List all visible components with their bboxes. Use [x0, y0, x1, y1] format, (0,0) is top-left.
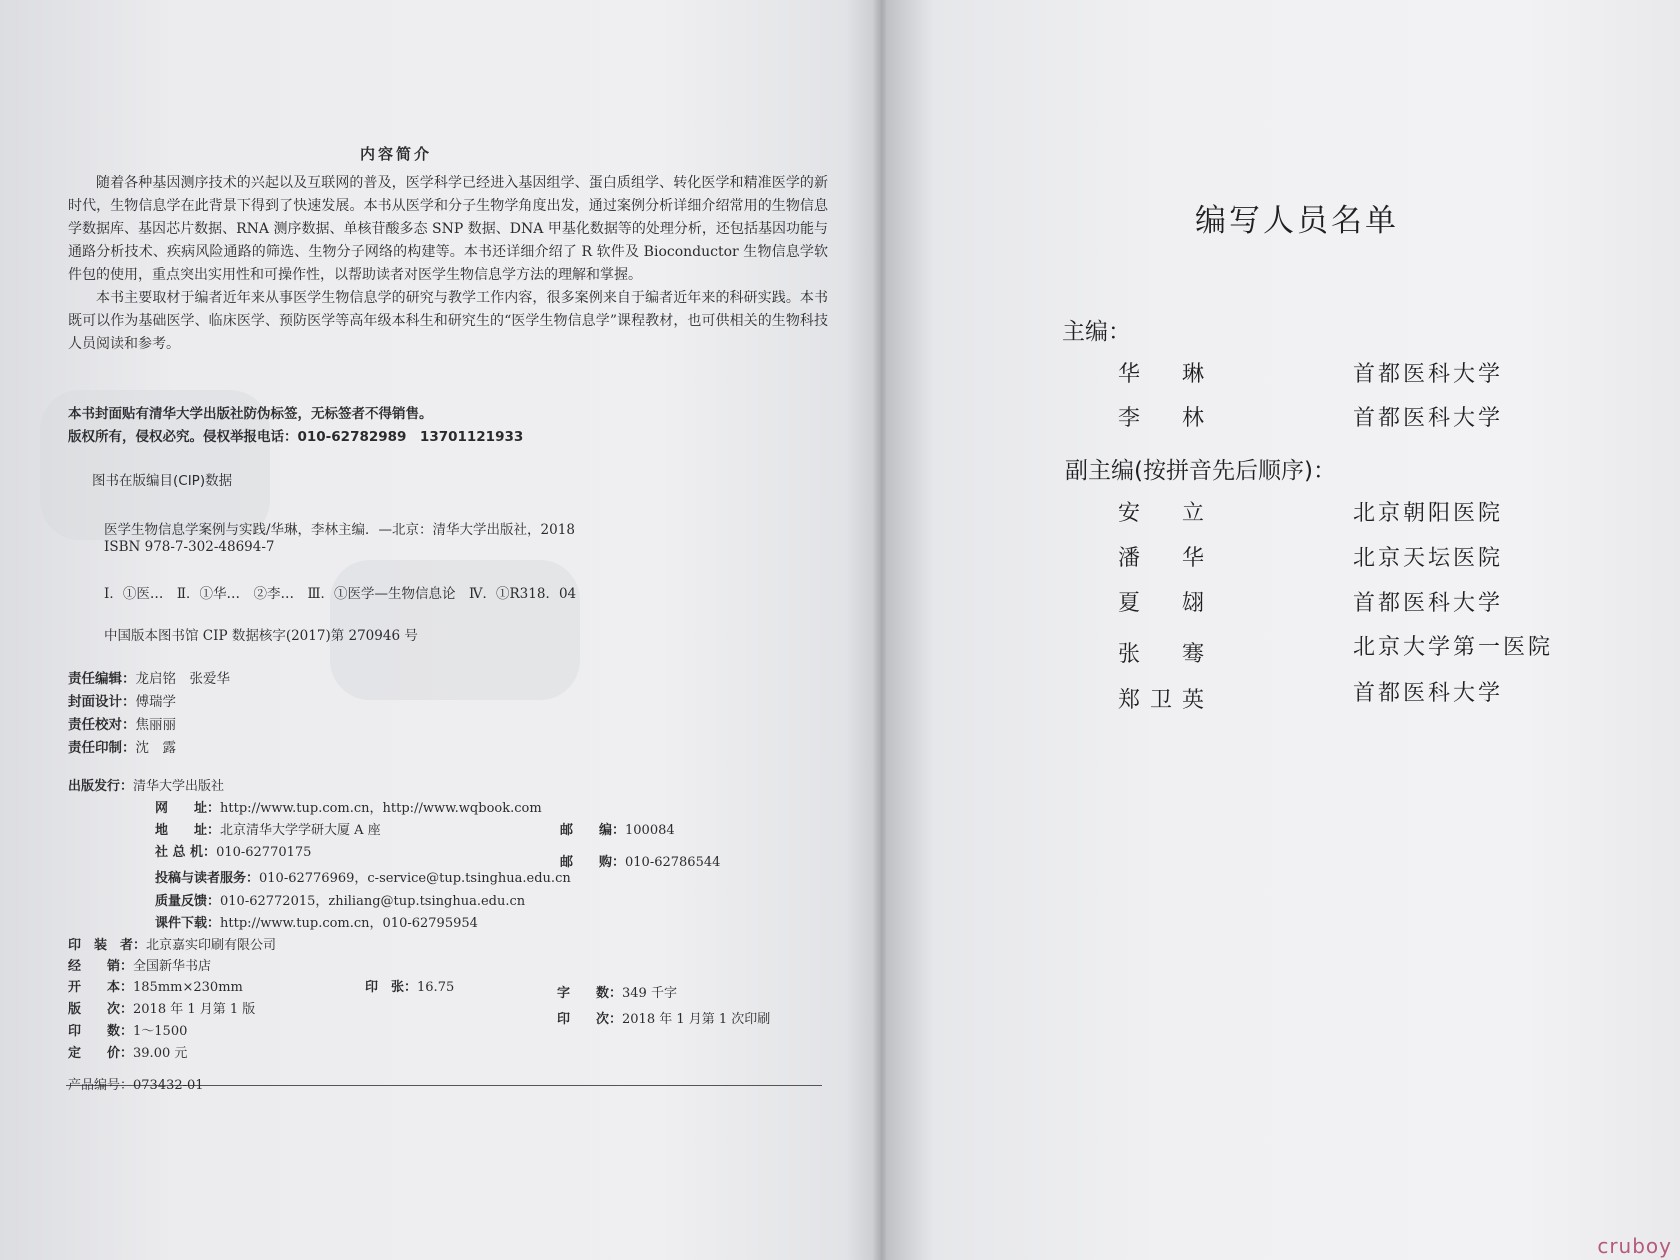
- photo-watermark: cruboy: [1597, 1234, 1672, 1258]
- printer-row: 印 装 者：北京嘉实印刷有限公司: [68, 938, 277, 953]
- copies-row: 印 数：1～1500: [68, 1024, 188, 1039]
- editor-affiliation: 首都医科大学: [1353, 362, 1504, 387]
- edition-row: 版 次：2018 年 1 月第 1 版: [68, 1002, 256, 1017]
- intro-section: [68, 172, 828, 356]
- responsibility-list: [68, 668, 230, 760]
- publisher-postcode-row: 邮 编：100084: [560, 823, 675, 838]
- editor-name: 郑卫英: [1118, 688, 1215, 713]
- publisher-address-row: 地 址：北京清华大学学研大厦 A 座: [155, 823, 381, 838]
- editor-affiliation: 首都医科大学: [1353, 591, 1504, 616]
- responsibility-row: 责任校对：焦丽丽: [68, 717, 176, 733]
- publisher-service-row: 投稿与读者服务：010-62776969，c-service@tup.tsinghua.edu.cn: [155, 871, 571, 886]
- cip-record-number: 中国版本图书馆 CIP 数据核字(2017)第 270946 号: [104, 628, 418, 644]
- publisher-row: 出版发行：清华大学出版社: [68, 779, 225, 794]
- editor-name: 李 林: [1118, 406, 1215, 431]
- editor-affiliation: 北京大学第一医院: [1353, 635, 1554, 660]
- sheets-row: 印 张：16.75: [365, 980, 455, 995]
- cip-classification: Ⅰ．①医… Ⅱ．①华… ②李… Ⅲ．①医学—生物信息论 Ⅳ．①R318．04: [104, 586, 577, 602]
- editor-name: 潘 华: [1118, 546, 1215, 571]
- editor-affiliation: 北京天坛医院: [1353, 546, 1504, 571]
- editor-affiliation: 首都医科大学: [1353, 406, 1504, 431]
- impression-row: 印 次：2018 年 1 月第 1 次印刷: [557, 1012, 771, 1027]
- editor-affiliation: 北京朝阳医院: [1353, 501, 1504, 526]
- intro-title: 内容简介: [360, 145, 433, 163]
- copyright-notice: [68, 403, 828, 449]
- responsibility-row: 封面设计：傅瑞学: [68, 694, 176, 710]
- deputy-editor-label: 副主编(按拼音先后顺序)：: [1065, 458, 1336, 484]
- right-page: [886, 0, 1680, 1260]
- anti-counterfeit-notice: 本书封面贴有清华大学出版社防伪标签，无标签者不得销售。: [68, 406, 433, 422]
- page-title: 编写人员名单: [1195, 203, 1399, 239]
- publisher-mailorder-row: 邮 购：010-62786544: [560, 855, 721, 870]
- product-code: 产品编号：073432-01: [68, 1078, 204, 1093]
- copyright-line: 版权所有，侵权必究。侵权举报电话：010-62782989 13701121933: [68, 429, 524, 445]
- price-row: 定 价：39.00 元: [68, 1046, 188, 1061]
- publisher-switchboard-row: 社 总 机：010-62770175: [155, 845, 312, 860]
- intro-paragraph-1: 随着各种基因测序技术的兴起以及互联网的普及，医学科学已经进入基因组学、蛋白质组学、转化医学和精准医学的新时代，生物信息学在此背景下得到了快速发展。本书从医学和分子生物学角度出发，通过案例分析详细介绍常用的生物信息学数据库、基因芯片数据、RNA 测序数据、单核苷酸多态 SNP 数据、DNA 甲基化数据等的处理分析，还包括基因功能与通路分析技术、疾病风险通路的筛选、生物分子网络的构建等。本书还详细介绍了 R 软件及 Bioconductor 生物信息学软件包的使用，重点突出实用性和可操作性，以帮助读者对医学生物信息学方法的理解和掌握。: [68, 175, 828, 283]
- editor-name: 张 骞: [1118, 642, 1215, 667]
- editor-affiliation: 首都医科大学: [1353, 681, 1504, 706]
- format-row: 开 本：185mm×230mm: [68, 980, 243, 995]
- cip-title: 图书在版编目(CIP)数据: [92, 473, 233, 489]
- editor-name: 华 琳: [1118, 362, 1215, 387]
- chief-editor-label: 主编：: [1062, 319, 1131, 345]
- editor-name: 安 立: [1118, 501, 1215, 526]
- publisher-download-row: 课件下载：http://www.tup.com.cn，010-62795954: [155, 916, 478, 931]
- cip-isbn: ISBN 978-7-302-48694-7: [104, 539, 275, 555]
- intro-paragraph-2: 本书主要取材于编者近年来从事医学生物信息学的研究与教学工作内容，很多案例来自于编者近年来的科研实践。本书既可以作为基础医学、临床医学、预防医学等高年级本科生和研究生的“医学生物信息学”课程教材，也可供相关的生物科技人员阅读和参考。: [68, 290, 828, 352]
- cip-line: 医学生物信息学案例与实践/华琳，李林主编．—北京：清华大学出版社，2018: [104, 522, 575, 538]
- responsibility-row: 责任印制：沈 露: [68, 740, 176, 756]
- responsibility-row: 责任编辑：龙启铭 张爱华: [68, 671, 230, 687]
- publisher-quality-row: 质量反馈：010-62772015，zhiliang@tup.tsinghua.edu.cn: [155, 894, 526, 909]
- publisher-website-row: 网 址：http://www.tup.com.cn，http://www.wqbook.com: [155, 801, 542, 816]
- words-row: 字 数：349 千字: [557, 986, 677, 1001]
- editor-name: 夏 翃: [1118, 591, 1215, 616]
- distributor-row: 经 销：全国新华书店: [68, 959, 212, 974]
